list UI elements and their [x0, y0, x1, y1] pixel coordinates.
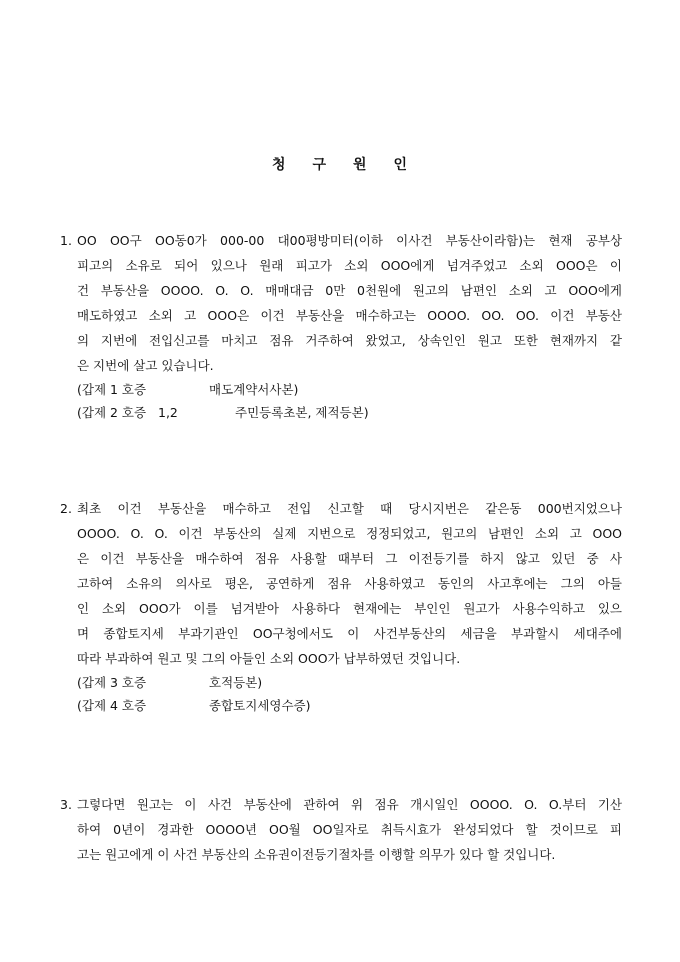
evidence-label: (갑제 3 호증	[77, 675, 147, 690]
paragraph-line: 의 지번에 전입신고를 마치고 점유 거주하여 왔었고, 상속인인 원고 또한 현재까지 같	[77, 333, 622, 348]
document-title	[0, 154, 680, 174]
evidence-description: 호적등본)	[209, 675, 263, 690]
section-paragraph	[60, 228, 622, 378]
section-1	[60, 228, 622, 424]
title-char: 청	[271, 157, 287, 173]
section-2	[60, 496, 622, 717]
section-paragraph	[60, 792, 622, 867]
paragraph-line: 최초 이건 부동산을 매수하고 전입 신고할 때 당시지번은 같은동 000번지었으나	[77, 501, 622, 516]
title-char: 인	[393, 157, 409, 173]
evidence-item	[60, 671, 622, 694]
paragraph-line: 그렇다면 원고는 이 사건 부동산에 관하여 위 점유 개시일인 OOOO. O. O.부터 기산	[77, 797, 622, 812]
paragraph-line: 건 부동산을 OOOO. O. O. 매매대금 0만 0천원에 원고의 남편인 소외 고 OOO에게	[77, 283, 622, 298]
paragraph-line: 며 종합토지세 부과기관인 OO구청에서도 이 사건부동산의 세금을 부과할시 세대주에	[77, 626, 622, 641]
paragraph-line: 매도하였고 소외 고 OOO은 이건 부동산을 매수하고는 OOOO. OO. OO. 이건 부동산	[77, 308, 622, 323]
evidence-item	[60, 694, 622, 717]
paragraph-line: 은 이건 부동산을 매수하여 점유 사용할 때부터 그 이전등기를 하지 않고 있던 중 사	[77, 551, 622, 566]
paragraph-line: 피고의 소유로 되어 있으나 원래 피고가 소외 OOO에게 넘겨주었고 소외 OOO은 이	[77, 258, 622, 273]
evidence-description: 주민등록초본, 제적등본)	[235, 405, 369, 420]
paragraph-line: 인 소외 OOO가 이를 넘겨받아 사용하다 현재에는 부인인 원고가 사용수익하고 있으	[77, 601, 622, 616]
paragraph-line: OO OO구 OO동0가 000-00 대00평방미터(이하 이사건 부동산이라함)는 현재 공부상	[77, 233, 622, 248]
paragraph-line: 하여 0년이 경과한 OOOO년 OO월 OO일자로 취득시효가 완성되었다 할 것이므로 피	[77, 822, 622, 837]
paragraph-line: OOOO. O. O. 이건 부동산의 실제 지번으로 정정되었고, 원고의 남편인 소외 고 OOO	[77, 526, 622, 541]
evidence-description: 종합토지세영수증)	[209, 698, 311, 713]
evidence-label: (갑제 2 호증 1,2	[77, 405, 178, 420]
evidence-label: (갑제 1 호증	[77, 382, 147, 397]
paragraph-line: 따라 부과하여 원고 및 그의 아들인 소외 OOO가 납부하였던 것입니다.	[77, 651, 461, 666]
paragraph-line: 고하여 소유의 의사로 평온, 공연하게 점유 사용하였고 동인의 사고후에는 그의 아들	[77, 576, 622, 591]
section-paragraph	[60, 496, 622, 671]
section-number: 1.	[60, 233, 72, 248]
section-3	[60, 792, 622, 867]
evidence-item	[60, 378, 622, 401]
title-char: 원	[353, 157, 368, 173]
evidence-description: 매도계약서사본)	[209, 382, 299, 397]
paragraph-line: 고는 원고에게 이 사건 부동산의 소유권이전등기절차를 이행할 의무가 있다 할 것입니다.	[77, 847, 556, 862]
title-char: 구	[312, 157, 327, 173]
section-number: 2.	[60, 501, 72, 516]
paragraph-line: 은 지번에 살고 있습니다.	[77, 358, 214, 373]
evidence-label: (갑제 4 호증	[77, 698, 147, 713]
evidence-item	[60, 401, 622, 424]
section-number: 3.	[60, 797, 72, 812]
